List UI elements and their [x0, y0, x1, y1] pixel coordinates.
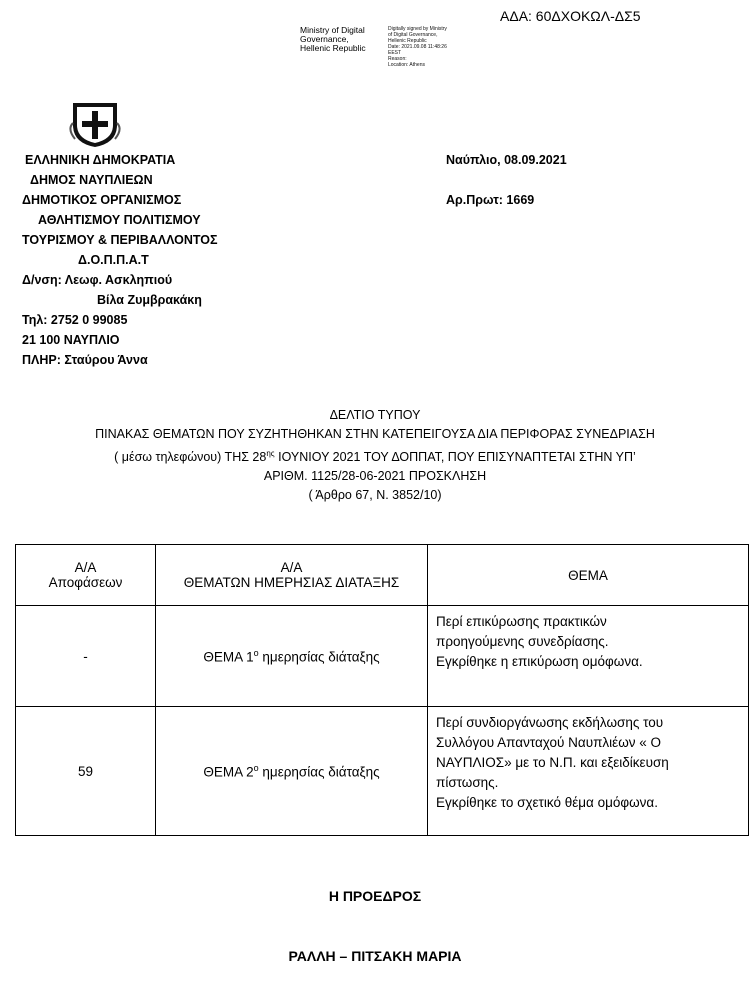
press-release-title	[0, 406, 750, 505]
header-date: Ναύπλιο, 08.09.2021	[446, 153, 567, 167]
header-country: ΕΛΛΗΝΙΚΗ ΔΗΜΟΚΡΑΤΙΑ	[25, 153, 176, 167]
header-municipality: ΔΗΜΟΣ ΝΑΥΠΛΙΕΩΝ	[30, 173, 153, 187]
signer-line: Ministry of Digital	[300, 25, 365, 35]
signature-detail-line: Location: Athens	[388, 62, 425, 68]
topic-cell: Περί συνδιοργάνωσης εκδήλωσης του Συλλόγου Απανταχού Ναυπλιέων « Ο ΝΑΥΠΛΙΟΣ» με το Ν.Π. και εξειδίκευση πίστωσης. Εγκρίθηκε το σχετικό θέμα ομόφωνα.	[428, 707, 749, 836]
header-protocol: Αρ.Πρωτ: 1669	[446, 193, 535, 207]
title-line: ( Άρθρο 67, Ν. 3852/10)	[308, 488, 442, 503]
signatory-name: ΡΑΛΛΗ – ΠΙΤΣΑΚΗ ΜΑΡΙΑ	[288, 948, 462, 964]
signature-detail-line: Reason:	[388, 56, 407, 62]
agenda-item: ΘΕΜΑ $2^o$ ημερησίας διάταξης	[156, 707, 428, 836]
header-organization-2: ΑΘΛΗΤΙΣΜΟΥ ΠΟΛΙΤΙΣΜΟΥ	[38, 213, 201, 227]
table-row	[16, 606, 749, 707]
header-topic: ΘΕΜΑ	[428, 545, 749, 606]
decision-number: 59	[16, 707, 156, 836]
header-organization: ΔΗΜΟΤΙΚΟΣ ΟΡΓΑΝΙΣΜΟΣ	[22, 193, 182, 207]
signer-line: Governance,	[300, 34, 349, 44]
signature-detail-line: Hellenic Republic	[388, 38, 427, 44]
signature-detail-line: of Digital Governance,	[388, 32, 438, 38]
signer-line: Hellenic Republic	[300, 43, 366, 53]
ada-code: ΑΔΑ: 60ΔΧΟΚΩΛ-ΔΣ5	[500, 8, 641, 24]
digital-signature-details	[388, 26, 447, 68]
decision-number: -	[16, 606, 156, 707]
digital-signature-signer	[300, 26, 366, 53]
agenda-table	[15, 544, 749, 836]
header-address-2: Βίλα Ζυμβρακάκη	[97, 293, 202, 307]
signature-detail-line: Date: 2021.09.08 11:48:26	[388, 44, 447, 50]
title-line: ΔΕΛΤΙΟ ΤΥΠΟΥ	[329, 408, 421, 422]
table-header-row	[16, 545, 749, 606]
title-line: ΑΡΙΘΜ. 1125/28-06-2021 ΠΡΟΣΚΛΗΣΗ	[263, 469, 487, 484]
header-acronym: Δ.Ο.Π.Π.Α.Τ	[78, 253, 149, 267]
header-decision-number: Α/Α Αποφάσεων	[16, 545, 156, 606]
title-line: ( μέσω τηλεφώνου) ΤΗΣ $28^{\eta\varsigma}$ ΙΟΥΝΙΟΥ 2021 ΤΟΥ ΔΟΠΠΑΤ, ΠΟΥ ΕΠΙΣΥΝΑΠΤΕΤΑΙ ΣΤΗΝ ΥΠ’	[114, 449, 636, 465]
table-row	[16, 707, 749, 836]
topic-cell: Περί επικύρωσης πρακτικών προηγούμενης συνεδρίασης. Εγκρίθηκε η επικύρωση ομόφωνα.	[428, 606, 749, 707]
agenda-item: ΘΕΜΑ $1^o$ ημερησίας διάταξης	[156, 606, 428, 707]
header-address: Δ/νση: Λεωφ. Ασκληπιού	[22, 273, 173, 287]
header-agenda-number: Α/Α ΘΕΜΑΤΩΝ ΗΜΕΡΗΣΙΑΣ ΔΙΑΤΑΞΗΣ	[156, 545, 428, 606]
greek-emblem-icon	[69, 99, 121, 149]
title-line: ΠΙΝΑΚΑΣ ΘΕΜΑΤΩΝ ΠΟΥ ΣΥΖΗΤΗΘΗΚΑΝ ΣΤΗΝ ΚΑΤΕΠΕΙΓΟΥΣΑ ΔΙΑ ΠΕΡΙΦΟΡΑΣ ΣΥΝΕΔΡΙΑΣΗ	[95, 427, 655, 441]
signature-detail-line: Digitally signed by Ministry	[388, 26, 447, 32]
signature-detail-line: EEST	[388, 50, 402, 56]
header-postal: 21 100 ΝΑΥΠΛΙΟ	[22, 333, 120, 347]
header-organization-3: ΤΟΥΡΙΣΜΟΥ & ΠΕΡΙΒΑΛΛΟΝΤΟΣ	[22, 233, 218, 247]
header-contact: ΠΛΗΡ: Σταύρου Άννα	[22, 353, 148, 367]
header-phone: Τηλ: 2752 0 99085	[22, 313, 128, 327]
signatory-role: Η ΠΡΟΕΔΡΟΣ	[328, 888, 422, 904]
